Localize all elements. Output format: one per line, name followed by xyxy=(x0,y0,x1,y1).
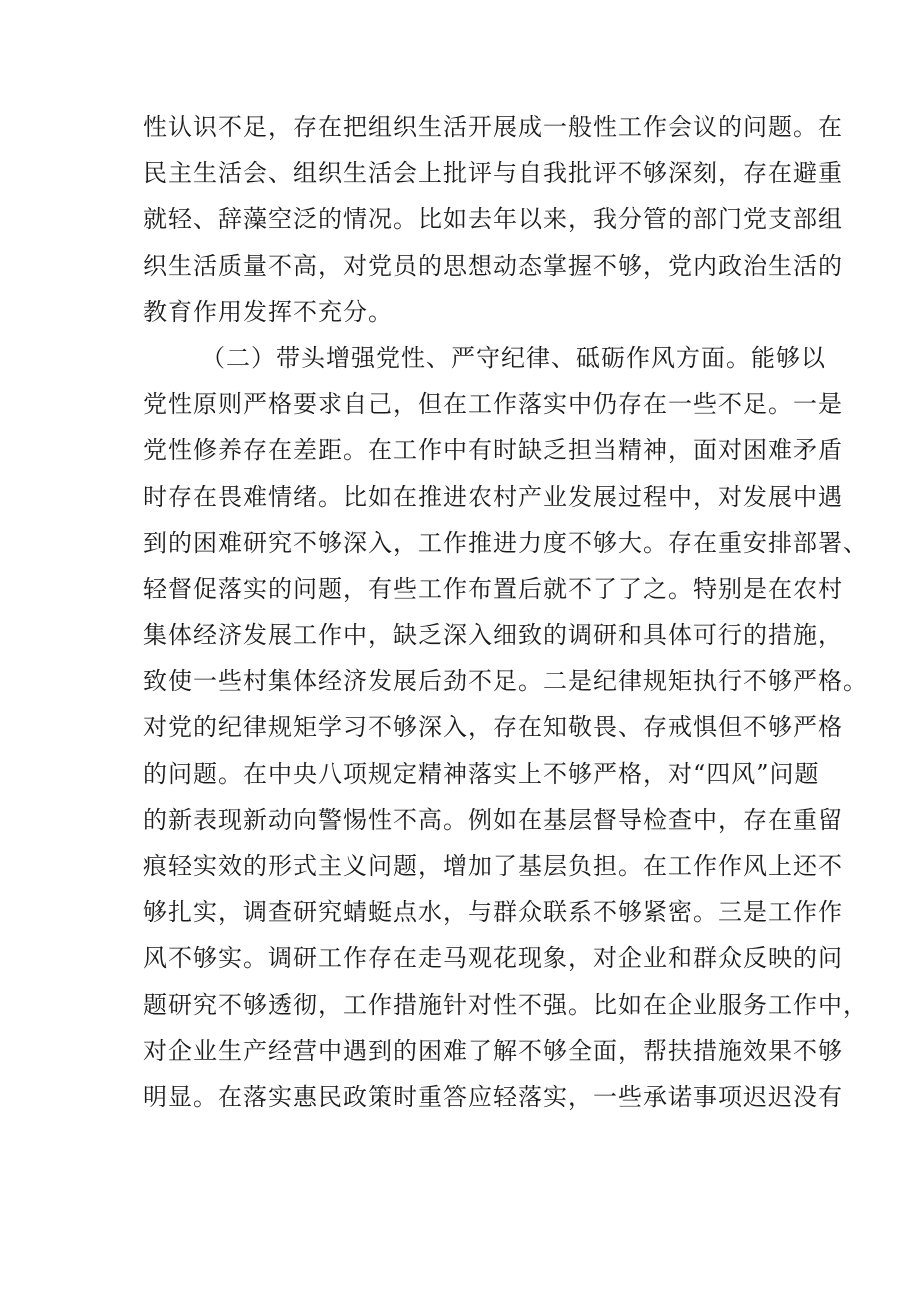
section-heading-line: （二）带头增强党性、严守纪律、砥砺作风方面。能够以 xyxy=(201,343,826,372)
text-line: 的新表现新动向警惕性不高。例如在基层督导检查中，存在重留 xyxy=(143,805,843,834)
text-line: 民主生活会、组织生活会上批评与自我批评不够深刻，存在避重 xyxy=(143,159,843,188)
paragraph-section-two xyxy=(143,335,868,1120)
text-line: 轻督促落实的问题，有些工作布置后就不了了之。特别是在农村 xyxy=(143,574,843,603)
text-line: 性认识不足，存在把组织生活开展成一般性工作会议的问题。在 xyxy=(143,113,843,141)
paragraph-continued xyxy=(143,104,843,335)
text-line: 对企业生产经营中遇到的困难了解不够全面，帮扶措施效果不够 xyxy=(143,1036,843,1065)
text-line: 党性原则严格要求自己，但在工作落实中仍存在一些不足。一是 xyxy=(143,390,843,419)
text-line: 致使一些村集体经济发展后劲不足。二是纪律规矩执行不够严格。 xyxy=(143,667,868,696)
text-line: 到的困难研究不够深入，工作推进力度不够大。存在重安排部署、 xyxy=(143,528,868,557)
text-line: 够扎实，调查研究蜻蜓点水，与群众联系不够紧密。三是工作作 xyxy=(143,898,843,927)
text-line: 织生活质量不高，对党员的思想动态掌握不够，党内政治生活的 xyxy=(143,251,843,280)
text-line: 就轻、辞藻空泛的情况。比如去年以来，我分管的部门党支部组 xyxy=(143,205,843,234)
text-line: 题研究不够透彻，工作措施针对性不强。比如在企业服务工作中， xyxy=(143,990,868,1019)
text-line: 风不够实。调研工作存在走马观花现象，对企业和群众反映的问 xyxy=(143,944,843,973)
text-line: 明显。在落实惠民政策时重答应轻落实，一些承诺事项迟迟没有 xyxy=(143,1082,843,1111)
text-line: 集体经济发展工作中，缺乏深入细致的调研和具体可行的措施， xyxy=(143,621,843,650)
text-line: 对党的纪律规矩学习不够深入，存在知敬畏、存戒惧但不够严格 xyxy=(143,713,843,742)
text-line: 党性修养存在差距。在工作中有时缺乏担当精神，面对困难矛盾 xyxy=(143,436,843,465)
document-body xyxy=(143,104,868,1120)
text-line: 教育作用发挥不充分。 xyxy=(143,297,393,326)
text-line: 时存在畏难情绪。比如在推进农村产业发展过程中，对发展中遇 xyxy=(143,482,843,511)
text-line: 痕轻实效的形式主义问题，增加了基层负担。在工作作风上还不 xyxy=(143,852,843,880)
text-line: 的问题。在中央八项规定精神落实上不够严格，对“四风”问题 xyxy=(143,759,820,788)
